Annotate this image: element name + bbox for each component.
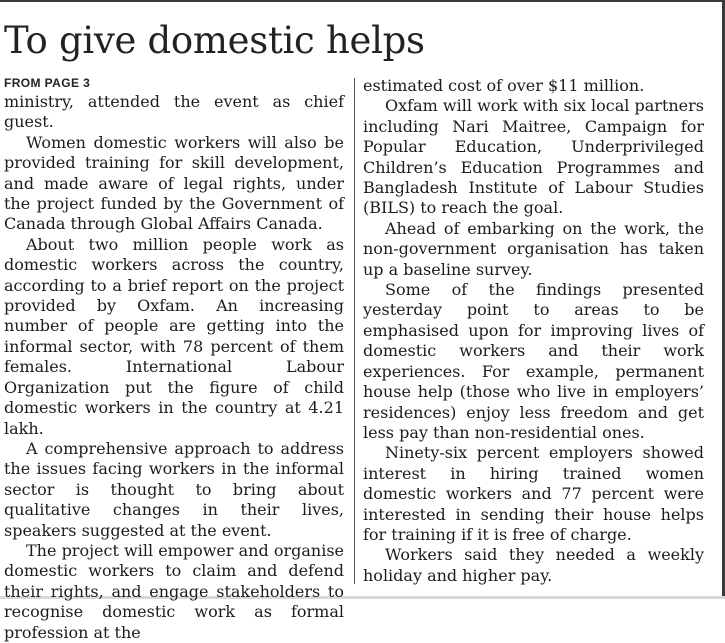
- paragraph: estimated cost of over $11 million.: [363, 76, 645, 95]
- paragraph: Ahead of embarking on the work, the non-government organisation has taken up a baseline survey.: [363, 218, 704, 279]
- right-column: [363, 76, 704, 586]
- paragraph: Some of the findings presented yesterday point to areas to be emphasised upon for improving lives of domestic workers and their work experiences. For example, permanent house help (those who live in employers’ residences) enjoy less freedom and get less pay than non-residential ones.: [363, 280, 704, 442]
- paragraph: Oxfam will work with six local partners including Nari Maitree, Campaign for Popular Education, Underprivileged Children’s Education Programmes and Bangladesh Institute of Labour Studies (BILS) to reach the goal.: [363, 96, 704, 218]
- paragraph: Workers said they needed a weekly holiday and higher pay.: [363, 545, 704, 585]
- top-border: [0, 0, 725, 2]
- paragraph: A comprehensive approach to address the issues facing workers in the informal sector is thought to bring about qualitative changes in their lives, speakers suggested at the event.: [4, 438, 344, 540]
- paragraph: The project will empower and organise domestic workers to claim and defend their rights, and engage stakeholders to recognise domestic work as formal profession at the: [4, 540, 344, 642]
- paragraph: ministry, attended the event as chief guest.: [4, 92, 344, 132]
- paragraph: Ninety-six percent employers showed interest in hiring trained women domestic workers and 77 percent were interested in sending their house helps for training if it is free of charge.: [363, 443, 704, 544]
- paragraph: About two million people work as domestic workers across the country, according to a brief report on the project provided by Oxfam. An increasing number of people are getting into the informal sector, with 78 percent of them females. International Labour Organization put the figure of child domestic workers in the country at 4.21 lakh.: [4, 234, 344, 438]
- continuation-label: FROM PAGE 3: [4, 76, 91, 90]
- headline: To give domestic helps: [4, 19, 425, 62]
- paragraph: Women domestic workers will also be provided training for skill development, and made aware of legal rights, under the project funded by the Government of Canada through Global Affairs Canada.: [4, 132, 344, 234]
- column-divider: [354, 78, 355, 584]
- left-column: [4, 76, 344, 643]
